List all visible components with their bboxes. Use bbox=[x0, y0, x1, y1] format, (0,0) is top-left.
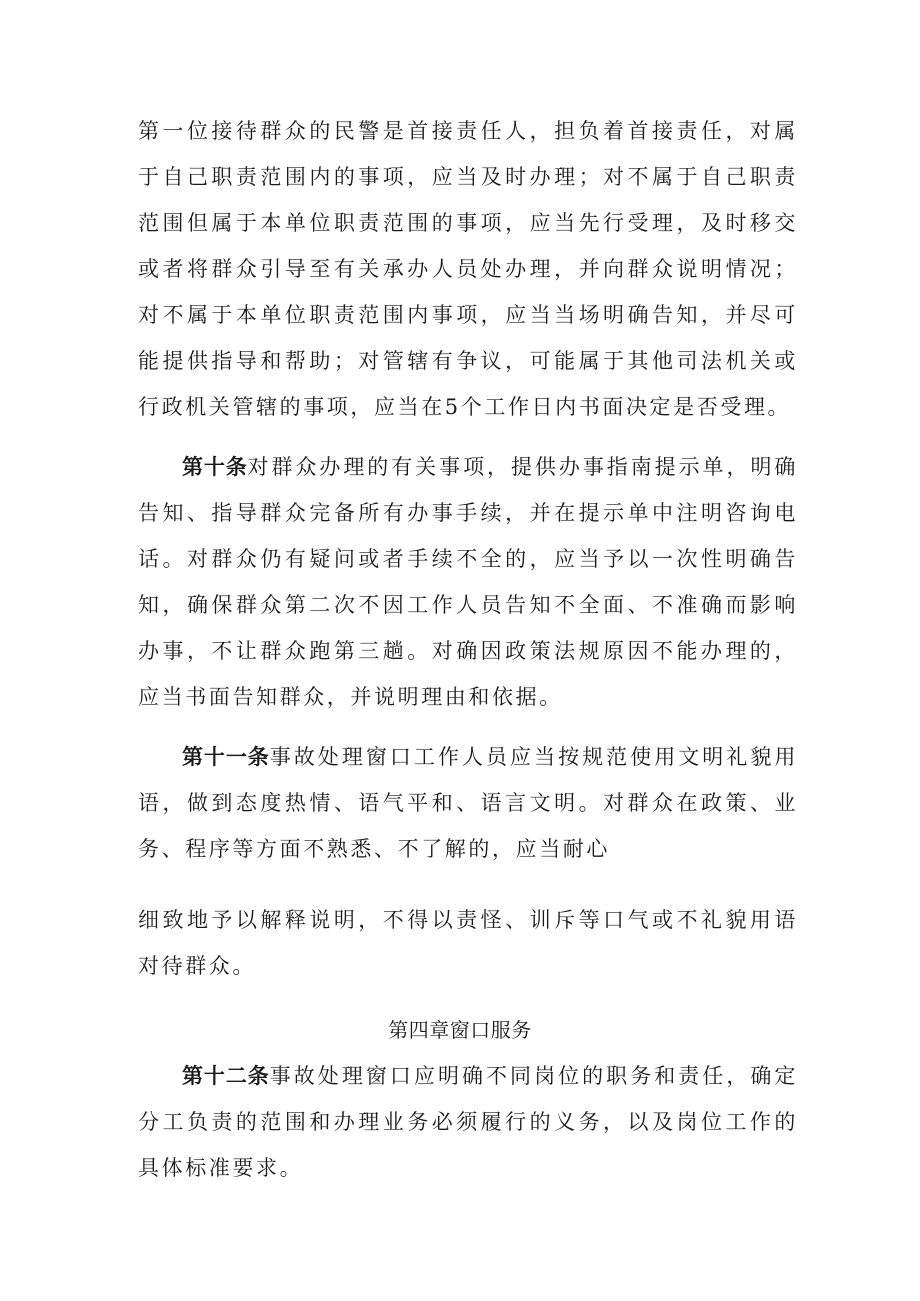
paragraph-article-10 bbox=[138, 444, 798, 720]
paragraph-article-12 bbox=[138, 1053, 798, 1191]
paragraph-text: 事故处理窗口应明确不同岗位的职务和责任，确定分工负责的范围和办理业务必须履行的义务，以及岗位工作的具体标准要求。 bbox=[138, 1064, 799, 1180]
paragraph-text: 第一位接待群众的民警是首接责任人，担负着首接责任，对属于自己职责范围内的事项，应当及时办理；对不属于自己职责范围但属于本单位职责范围的事项，应当先行受理，及时移交或者将群众引导至有关承办人员处办理，并向群众说明情况；对不属于本单位职责范围内事项，应当当场明确告知，并尽可能提供指导和帮助；对管辖有争议，可能属于其他司法机关或行政机关管辖的事项，应当在5个工作日内书面决定是否受理。 bbox=[138, 119, 798, 419]
paragraph-text: 事故处理窗口工作人员应当按规范使用文明礼貌用语，做到态度热情、语气平和、语言文明。对群众在政策、业务、程序等方面不熟悉、不了解的，应当耐心 bbox=[138, 745, 799, 861]
paragraph-text: 对群众办理的有关事项，提供办事指南提示单，明确告知、指导群众完备所有办事手续，并在提示单中注明咨询电话。对群众仍有疑问或者手续不全的，应当予以一次性明确告知，确保群众第二次不因工作人员告知不全面、不准确而影响办事，不让群众跑第三趟。对确因政策法规原因不能办理的，应当书面告知群众，并说明理由和依据。 bbox=[138, 455, 798, 709]
paragraph-first-responder bbox=[138, 108, 798, 430]
paragraph-continuation bbox=[138, 897, 798, 989]
article-number-10: 第十条 bbox=[182, 455, 248, 479]
paragraph-text: 细致地予以解释说明，不得以责怪、训斥等口气或不礼貌用语对待群众。 bbox=[138, 908, 798, 978]
paragraph-article-11 bbox=[138, 734, 798, 872]
article-number-11: 第十一条 bbox=[182, 745, 270, 769]
chapter-heading: 第四章窗口服务 bbox=[388, 1018, 532, 1042]
article-number-12: 第十二条 bbox=[182, 1064, 270, 1088]
